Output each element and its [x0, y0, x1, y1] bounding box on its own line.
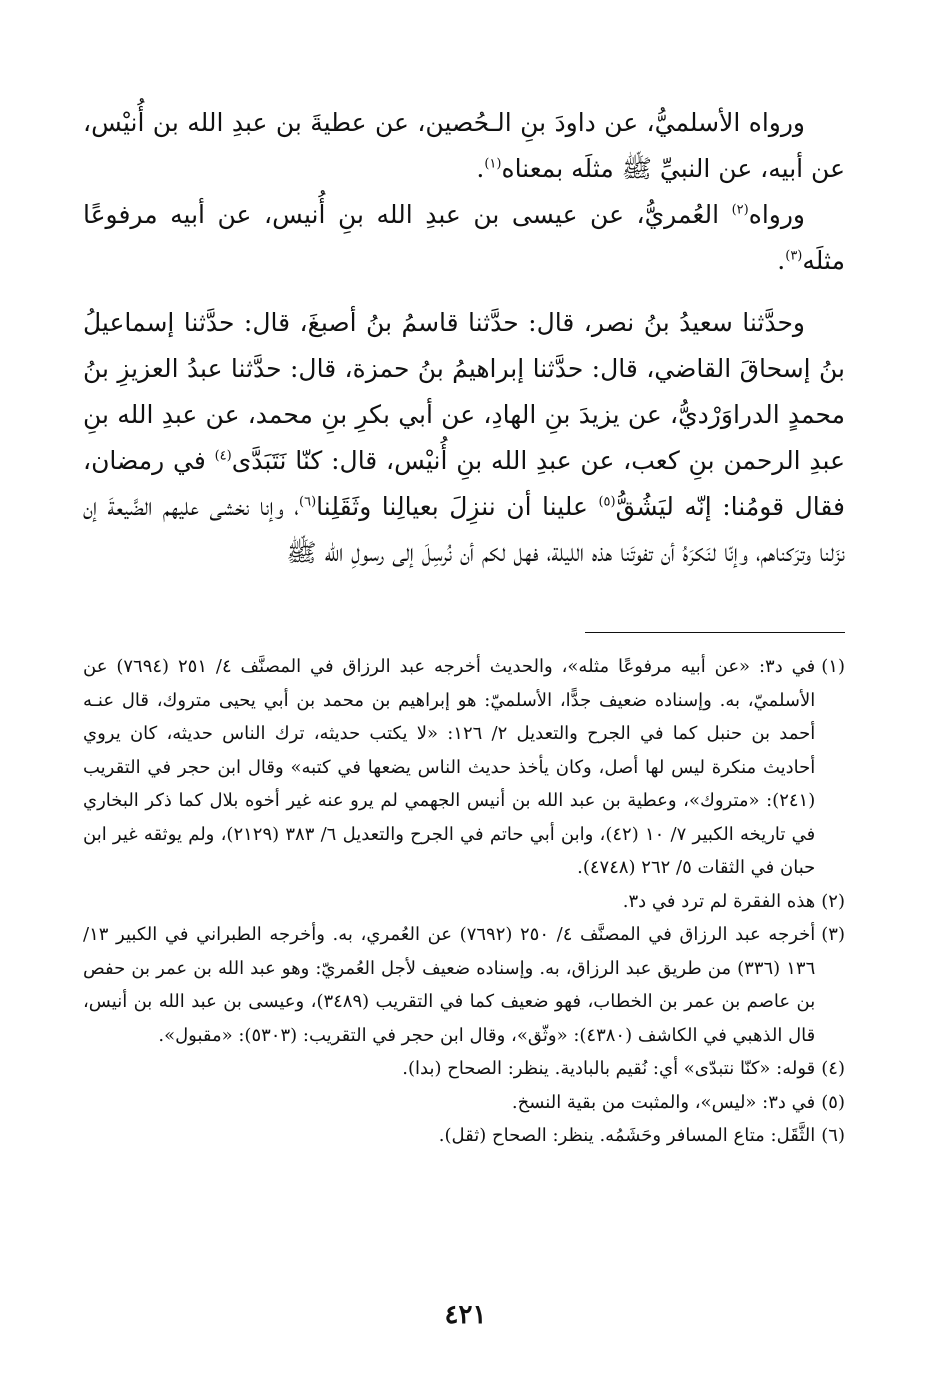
- footnote: [83, 1086, 845, 1120]
- footnote: [83, 918, 845, 1052]
- footnote-ref: (٣): [785, 248, 803, 264]
- footnote-number: (٤): [821, 1058, 845, 1079]
- footnote-number: (١): [821, 656, 845, 677]
- footnote-ref: (٤): [214, 448, 232, 464]
- paragraph: [83, 100, 845, 192]
- footnote-ref: (٢): [731, 202, 749, 218]
- paragraph-text: في رمضان، فقال قومُنا: إنّه ليَشُقُّ: [83, 446, 845, 521]
- paragraph: [83, 192, 845, 284]
- footnote-text: في د٣: «ليس»، والمثبت من بقية النسخ.: [511, 1091, 816, 1113]
- footnote-text: أخرجه عبد الرزاق في المصنَّف ٤/ ٢٥٠ (٧٦٩٢) عن العُمري، به. وأخرجه الطبراني في الكبير ١٣/ ١٣٦ (٣٣٦) من طريق عبد الرزاق، به. وإسناده ضعيف لأجل العُمريّ: وهو عبد الله بن عمر بن حفص بن عاصم بن عمر بن الخطاب، فهو ضعيف كما في التقريب (٣٤٨٩)، وعيسى بن عبد الله بن أنيس، قال الذهبي في الكاشف (٤٣٨٠): «وثّق»، وقال ابن حجر في التقريب: (٥٣٠٣): «مقبول».: [83, 924, 816, 1046]
- footnote-ref: (٥): [598, 494, 616, 510]
- paragraph-text: العُمريُّ، عن عيسى بن عبدِ الله بنِ أُنيس، عن أبيه مرفوعًا مثلَه: [83, 200, 845, 275]
- footnote: [83, 885, 845, 919]
- footnotes: [83, 650, 845, 1153]
- paragraph-text: .: [777, 246, 786, 275]
- footnote-number: (٢): [821, 890, 845, 912]
- paragraph-text: وحدَّثنا سعيدُ بنُ نصر، قال: حدَّثنا قاسمُ بنُ أصبغَ، قال: حدَّثنا إسماعيلُ بنُ إسحاقَ القاضي، قال: حدَّثنا إبراهيمُ بنُ حمزة، قال: حدَّثنا عبدُ العزيزِ بنُ محمدٍ الدراوَرْديُّ، عن يزيدَ بنِ الهادِ، عن أبي بكرِ بنِ محمد، عن عبدِ الله بنِ عبدِ الرحمن بنِ كعب، عن عبدِ الله بنِ أُنيْس، قال: كنّا نَتَبَدَّى: [83, 308, 846, 475]
- footnote-ref: (١): [484, 156, 502, 172]
- footnote-text: هذه الفقرة لم ترد في د٣.: [622, 890, 816, 912]
- footnote: [83, 650, 845, 885]
- footnote-number: (٣): [821, 924, 845, 945]
- footnote: [83, 1052, 845, 1086]
- paragraph-text: علينا أن ننزِلَ بعيالِنا وثَقَلِنا: [316, 492, 599, 521]
- paragraph-text: .: [476, 154, 485, 183]
- footnote-number: (٥): [821, 1091, 845, 1113]
- paragraph-text: ورواه: [748, 200, 805, 229]
- paragraph-text: ورواه الأسلميُّ، عن داودَ بنِ الـحُصين، عن عطيةَ بن عبدِ الله بن أُنيْس، عن أبيه، عن النبيِّ ﷺ مثلَه بمعناه: [83, 108, 845, 183]
- footnote-number: (٦): [821, 1125, 845, 1146]
- paragraph: [83, 300, 845, 576]
- page-number: ٤٢١: [444, 1300, 487, 1330]
- main-text: [83, 100, 845, 576]
- footnote-text: في د٣: «عن أبيه مرفوعًا مثله»، والحديث أخرجه عبد الرزاق في المصنَّف ٤/ ٢٥١ (٧٦٩٤) عن الأسلميّ، به. وإسناده ضعيف جدًّا، الأسلميّ: هو إبراهيم بن محمد بن أبي يحيى متروك، قال عنـه أحمد بن حنبل كما في الجرح والتعديل ٢/ ١٢٦: «لا يكتب حديثه، ترك الناس حديثه، كان يروي أحاديث منكرة ليس لها أصل، وكان يأخذ حديث الناس يضعها في كتبه» وقال ابن حجر في التقريب (٢٤١): «متروك»، وعطية بن عبد الله بن أنيس الجهمي لم يرو عنه غير أخوه بلال كما ذكر البخاري في تاريخه الكبير ٧/ ١٠ (٤٢)، وابن أبي حاتم في الجرح والتعديل ٦/ ٣٨٣ (٢١٢٩)، ولم يوثقه غير ابن حبان في الثقات ٥/ ٢٦٢ (٤٧٤٨).: [83, 656, 816, 878]
- footnote-ref: (٦): [299, 494, 317, 510]
- footnote: [83, 1119, 845, 1153]
- paragraph-text: ، وإنا نخشى عليهم الضَّيعةَ إن نزَلنا وترَكناهم، وإنّا لنَكرَهُ أن تفوتَنا هذه الليلة، فهل لكم أن نُرسِلَ إلى رسولِ الله ﷺ: [83, 492, 845, 567]
- footnote-separator: [585, 632, 845, 633]
- footnote-text: الثَّقَل: متاع المسافر وحَشَمُه. ينظر: الصحاح (ثقل).: [438, 1125, 816, 1146]
- footnote-text: قوله: «كنّا نتبدّى» أي: نُقيم بالبادية. ينظر: الصحاح (بدا).: [402, 1058, 816, 1079]
